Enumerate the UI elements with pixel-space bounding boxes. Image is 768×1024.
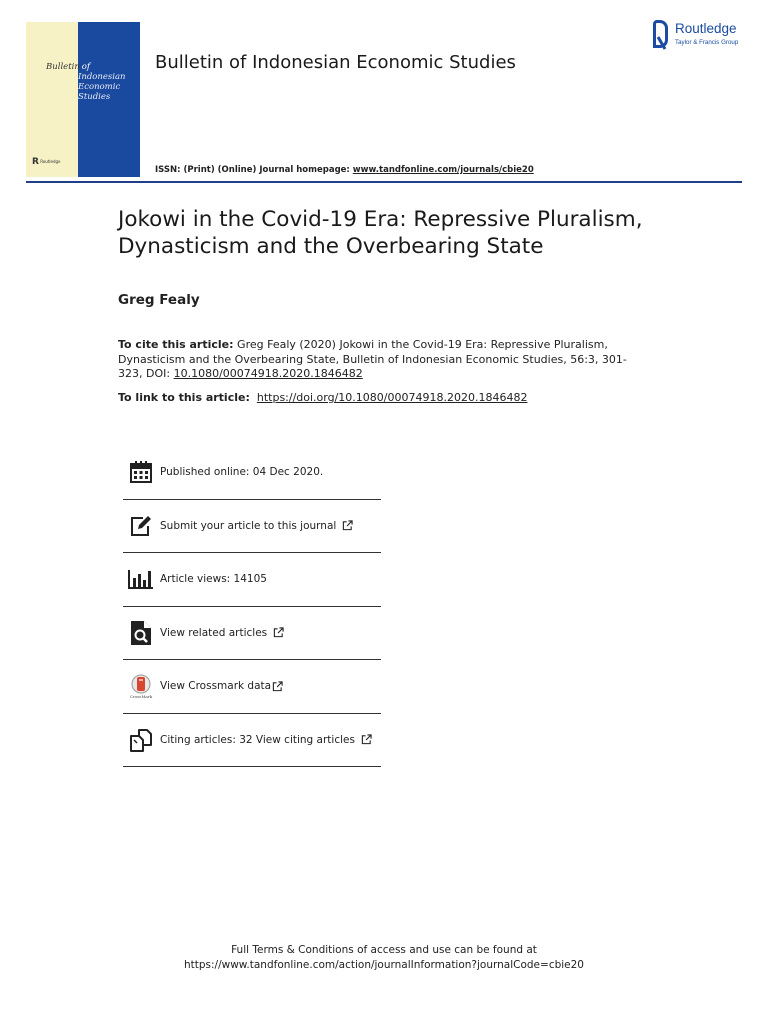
article-views-text: Article views: 14105	[160, 573, 267, 586]
cover-title: Bulletin of Indonesian Economic Studies	[46, 62, 126, 102]
citing-articles-link[interactable]: Citing articles: 32 View citing articles	[160, 733, 355, 746]
journal-cover-image	[26, 22, 140, 177]
article-doi-url-link[interactable]: https://doi.org/10.1080/00074918.2020.1846482	[256, 391, 528, 404]
crossmark-icon-label: CrossMark	[129, 693, 153, 699]
footer-terms-url[interactable]: https://www.tandfonline.com/action/journalInformation?journalCode=cbie20	[183, 958, 584, 971]
issn-line: ISSN: (Print) (Online) Journal homepage: www.tandfonline.com/journals/cbie20	[155, 165, 534, 175]
article-title: Jokowi in the Covid-19 Era: Repressive Pluralism, Dynasticism and the Overbearing State	[118, 207, 643, 259]
citing-articles-row[interactable]	[123, 714, 381, 768]
published-online-row	[123, 446, 381, 500]
document-search-icon	[126, 619, 156, 647]
footer-terms-line: Full Terms & Conditions of access and use can be found at	[231, 944, 537, 956]
journal-homepage-link[interactable]: www.tandfonline.com/journals/cbie20	[352, 165, 534, 175]
article-author: Greg Fealy	[118, 292, 200, 308]
crossmark-link[interactable]: View Crossmark data	[160, 680, 272, 693]
copy-documents-icon	[126, 726, 156, 754]
article-info-list	[123, 446, 381, 767]
edit-icon	[126, 512, 156, 540]
crossmark-row[interactable]	[123, 660, 381, 714]
external-link-icon	[273, 627, 284, 638]
external-link-icon	[272, 681, 283, 692]
bar-chart-icon	[126, 565, 156, 593]
submit-article-row[interactable]	[123, 500, 381, 554]
calendar-icon	[126, 458, 156, 486]
footer-terms	[0, 943, 768, 972]
external-link-icon	[361, 734, 372, 745]
routledge-logo-icon	[653, 20, 668, 48]
article-views-row	[123, 553, 381, 607]
publisher-group: Taylor & Francis Group	[675, 39, 739, 46]
doi-link[interactable]: 10.1080/00074918.2020.1846482	[173, 367, 363, 380]
related-articles-row[interactable]	[123, 607, 381, 661]
publisher-name: Routledge	[675, 21, 737, 36]
cover-publisher: R Routledge	[32, 157, 61, 167]
header-divider	[26, 181, 742, 183]
citation-block: To cite this article: Greg Fealy (2020) Jokowi in the Covid-19 Era: Repressive Pluralism, Dynasticism and the Overbearing State, Bulletin of Indonesian Economic Studies, 56:3, 301-323, DOI: 10.1080/00074918.2020.1846482	[118, 338, 627, 380]
submit-article-link[interactable]: Submit your article to this journal	[160, 519, 337, 532]
publisher-logo[interactable]	[653, 20, 753, 50]
journal-title: Bulletin of Indonesian Economic Studies	[155, 52, 516, 73]
crossmark-icon	[126, 672, 156, 700]
related-articles-link[interactable]: View related articles	[160, 626, 268, 639]
article-link-line: To link to this article: https://doi.org/10.1080/00074918.2020.1846482	[118, 391, 528, 404]
published-online-text: Published online: 04 Dec 2020.	[160, 466, 324, 479]
external-link-icon	[342, 520, 353, 531]
